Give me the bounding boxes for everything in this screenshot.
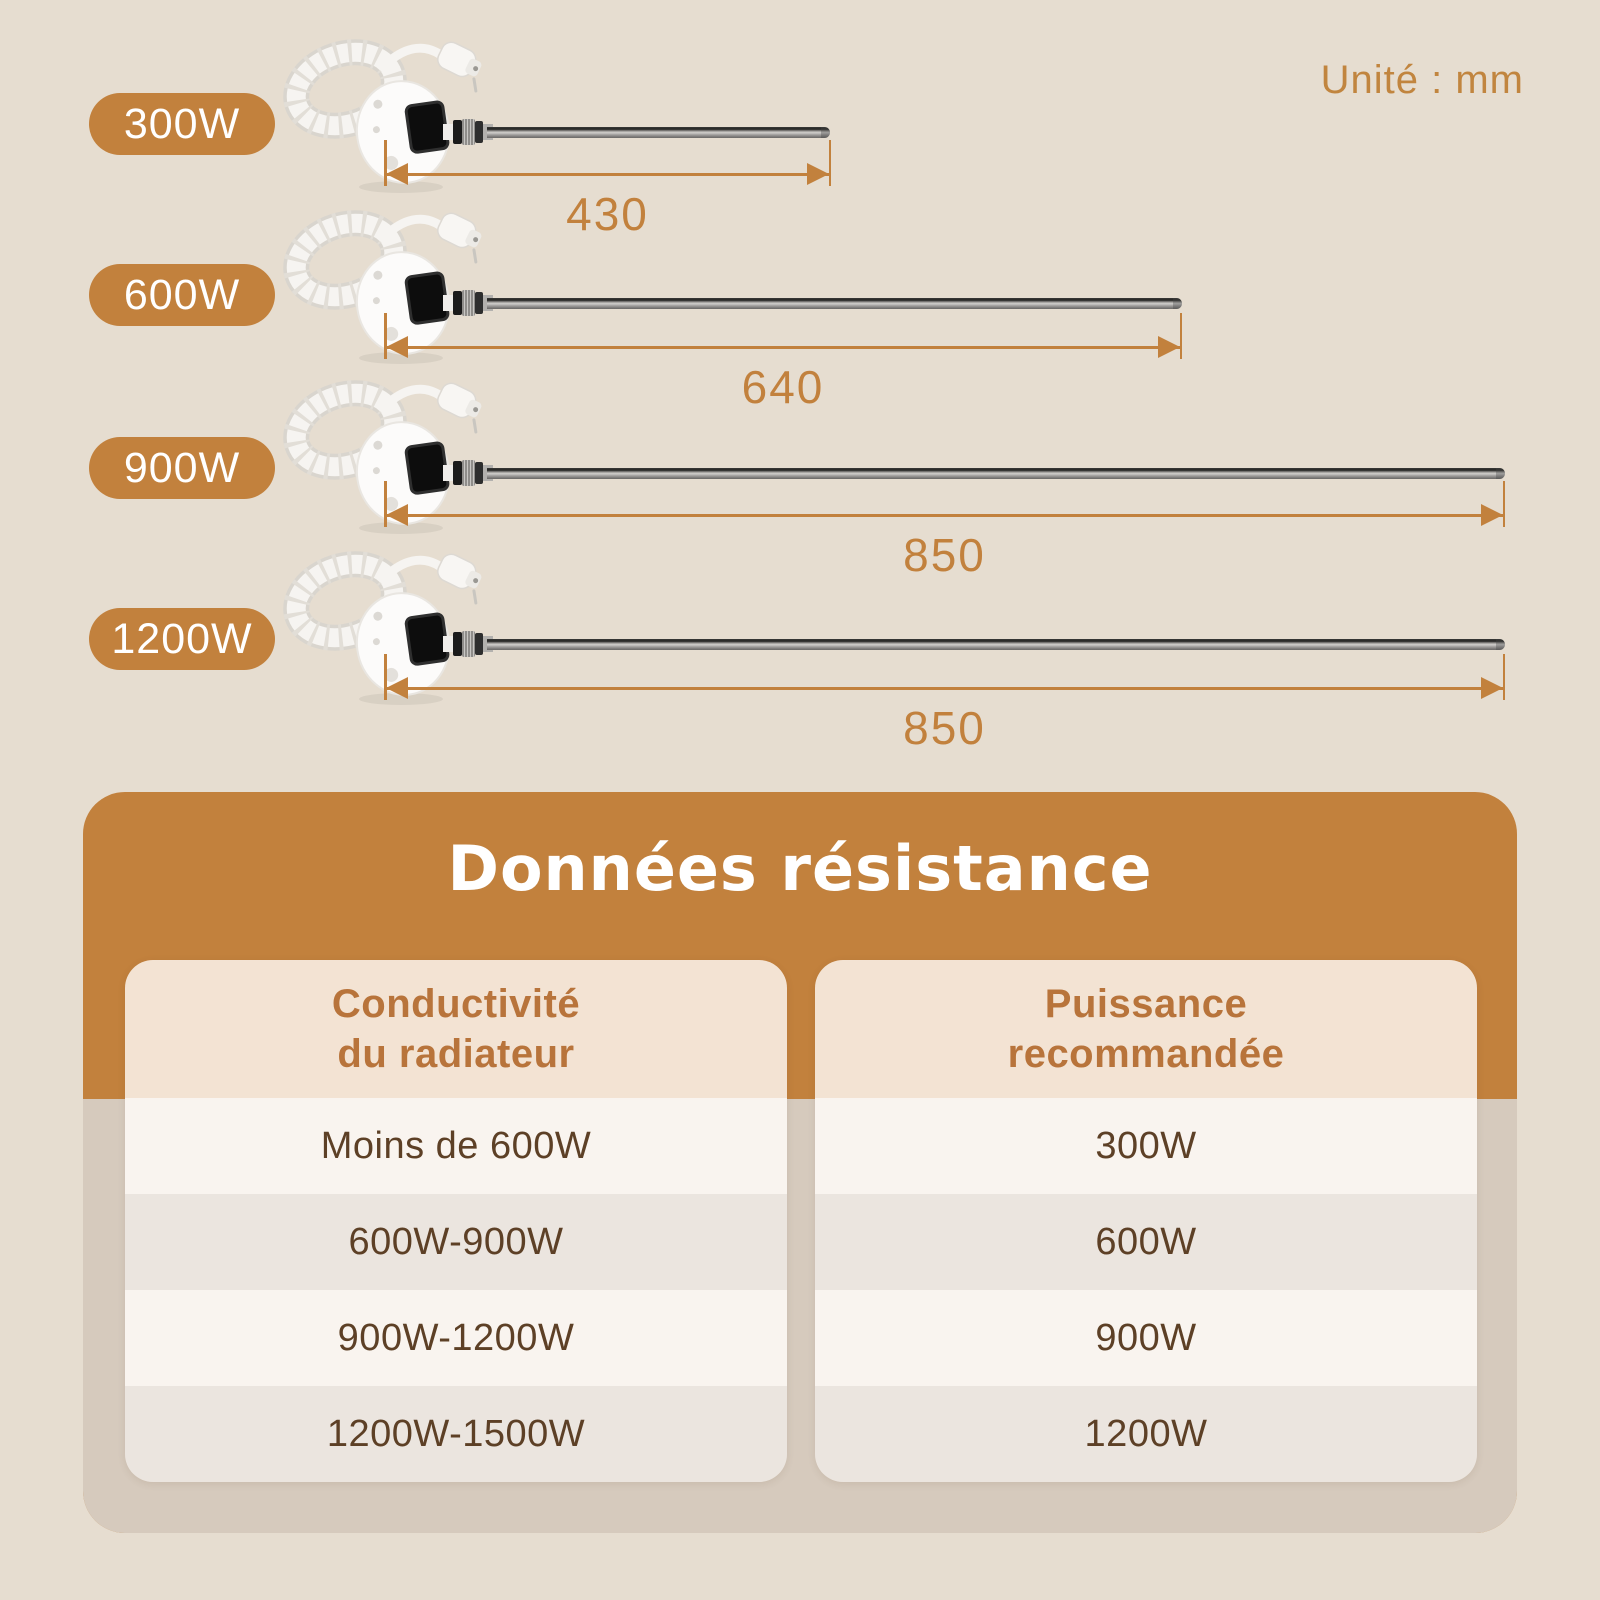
table-row: 900W bbox=[815, 1290, 1477, 1386]
unit-note: Unité : mm bbox=[1320, 58, 1524, 102]
table-row: 600W-900W bbox=[125, 1194, 787, 1290]
arrowhead-left-icon bbox=[386, 504, 408, 526]
table-row: 600W bbox=[815, 1194, 1477, 1290]
power-badge-600w: 600W bbox=[89, 264, 275, 326]
arrowhead-left-icon bbox=[386, 336, 408, 358]
table-row: 1200W-1500W bbox=[125, 1386, 787, 1482]
heating-rod bbox=[487, 468, 1505, 479]
table-row: 300W bbox=[815, 1098, 1477, 1194]
conductivity-column bbox=[125, 960, 787, 1482]
dimension-value: 430 bbox=[566, 188, 649, 240]
recommended-power-header bbox=[815, 960, 1477, 1098]
heating-rod bbox=[487, 298, 1182, 309]
dimension-line bbox=[386, 173, 829, 176]
power-badge-900w: 900W bbox=[89, 437, 275, 499]
arrowhead-right-icon bbox=[807, 163, 829, 185]
power-badge-1200w: 1200W bbox=[89, 608, 275, 670]
dimension-value: 850 bbox=[903, 529, 986, 581]
recommended-power-header-line1: Puissance bbox=[1044, 982, 1248, 1026]
arrowhead-right-icon bbox=[1481, 677, 1503, 699]
panel-title: Données résistance bbox=[447, 832, 1153, 905]
table-row: 900W-1200W bbox=[125, 1290, 787, 1386]
recommended-power-header-line2: recommandée bbox=[1007, 1032, 1285, 1076]
dimension-value: 640 bbox=[741, 361, 825, 413]
table-row: 1200W bbox=[815, 1386, 1477, 1482]
recommended-power-column bbox=[815, 960, 1477, 1482]
arrowhead-left-icon bbox=[386, 163, 408, 185]
dimension-value: 850 bbox=[903, 702, 986, 754]
resistance-data-panel bbox=[83, 792, 1517, 1533]
power-badge-300w: 300W bbox=[89, 93, 275, 155]
conductivity-header-line1: Conductivité bbox=[331, 982, 581, 1026]
data-table bbox=[125, 960, 1477, 1482]
arrowhead-left-icon bbox=[386, 677, 408, 699]
dimension-line bbox=[386, 346, 1180, 349]
dimension-line bbox=[386, 687, 1503, 690]
table-row: Moins de 600W bbox=[125, 1098, 787, 1194]
heating-rod bbox=[487, 127, 830, 138]
arrowhead-right-icon bbox=[1158, 336, 1180, 358]
conductivity-header-line2: du radiateur bbox=[337, 1032, 575, 1076]
arrowhead-right-icon bbox=[1481, 504, 1503, 526]
conductivity-header bbox=[125, 960, 787, 1098]
heating-rod bbox=[487, 639, 1505, 650]
dimension-line bbox=[386, 514, 1503, 517]
